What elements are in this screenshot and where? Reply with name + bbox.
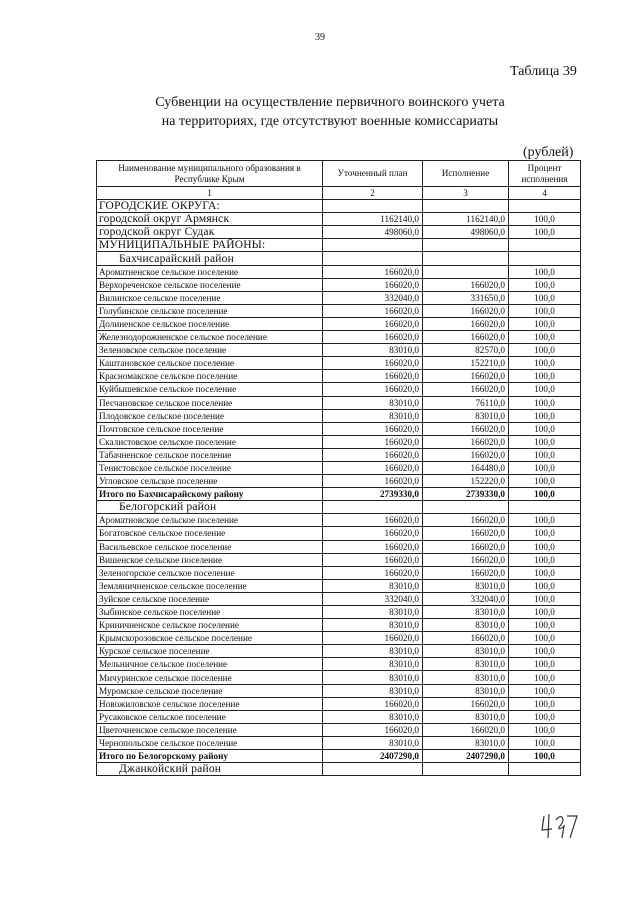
row-pct: 100,0 (509, 344, 581, 357)
col-number: 3 (423, 187, 509, 200)
row-plan: 166020,0 (323, 723, 423, 736)
row-name: Ароматновское сельское поселение (97, 514, 323, 527)
row-exec: 166020,0 (423, 370, 509, 383)
title-line-2: на территориях, где отсутствуют военные комиссариаты (161, 114, 499, 129)
header-exec: Исполнение (423, 161, 509, 187)
table-row (97, 278, 581, 291)
row-pct: 100,0 (509, 331, 581, 344)
row-exec: 332040,0 (423, 592, 509, 605)
row-plan: 498060,0 (323, 226, 423, 239)
row-plan: 166020,0 (323, 304, 423, 317)
header-row (97, 161, 581, 187)
row-name: Васильевское сельское поселение (97, 540, 323, 553)
row-name: Зыбинское сельское поселение (97, 606, 323, 619)
row-exec: 166020,0 (423, 317, 509, 330)
table-row (97, 357, 581, 370)
row-plan: 166020,0 (323, 278, 423, 291)
row-pct: 100,0 (509, 527, 581, 540)
header-name: Наименование муниципального образования в Республике Крым (97, 161, 323, 187)
row-pct: 100,0 (509, 566, 581, 579)
row-name: Угловское сельское поселение (97, 475, 323, 488)
row-name: Плодовское сельское поселение (97, 409, 323, 422)
plan-cell (323, 763, 423, 776)
row-pct: 100,0 (509, 409, 581, 422)
row-plan: 83010,0 (323, 710, 423, 723)
row-exec: 83010,0 (423, 658, 509, 671)
row-pct: 100,0 (509, 357, 581, 370)
table-row (97, 331, 581, 344)
row-pct: 100,0 (509, 697, 581, 710)
table-label: Таблица 39 (510, 64, 577, 79)
row-plan: 166020,0 (323, 461, 423, 474)
row-pct: 100,0 (509, 383, 581, 396)
row-name: Мельничное сельское поселение (97, 658, 323, 671)
table-row (97, 265, 581, 278)
page-number: 39 (315, 32, 325, 43)
row-plan: 83010,0 (323, 736, 423, 749)
header-pct: Процент исполнения (509, 161, 581, 187)
row-plan: 166020,0 (323, 448, 423, 461)
col-number: 2 (323, 187, 423, 200)
row-exec: 2407290,0 (423, 750, 509, 763)
table-row (97, 370, 581, 383)
row-name: Песчановское сельское поселение (97, 396, 323, 409)
table-row (97, 475, 581, 488)
row-exec: 152220,0 (423, 475, 509, 488)
table-row (97, 422, 581, 435)
row-name: Зеленогорское сельское поселение (97, 566, 323, 579)
row-plan: 83010,0 (323, 645, 423, 658)
col-number: 1 (97, 187, 323, 200)
row-plan: 332040,0 (323, 291, 423, 304)
section-row (97, 239, 581, 252)
pct-cell (509, 252, 581, 265)
pct-cell (509, 763, 581, 776)
row-pct: 100,0 (509, 448, 581, 461)
district-row (97, 763, 581, 776)
row-plan: 166020,0 (323, 540, 423, 553)
total-row (97, 488, 581, 501)
row-name: Мичуринское сельское поселение (97, 671, 323, 684)
district-label: Бахчисарайский район (97, 252, 323, 265)
row-name: Богатовское сельское поселение (97, 527, 323, 540)
row-plan: 166020,0 (323, 265, 423, 278)
row-name: Красномакское сельское поселение (97, 370, 323, 383)
row-plan: 166020,0 (323, 357, 423, 370)
row-exec: 166020,0 (423, 331, 509, 344)
table-row (97, 435, 581, 448)
row-pct: 100,0 (509, 213, 581, 226)
row-plan: 166020,0 (323, 527, 423, 540)
row-name: Зеленовское сельское поселение (97, 344, 323, 357)
table-row (97, 553, 581, 566)
table-row (97, 383, 581, 396)
units-label: (рублей) (523, 145, 574, 160)
row-exec: 83010,0 (423, 710, 509, 723)
row-exec: 76110,0 (423, 396, 509, 409)
row-exec: 166020,0 (423, 632, 509, 645)
plan-cell (323, 252, 423, 265)
row-name: Муромское сельское поселение (97, 684, 323, 697)
row-exec: 166020,0 (423, 723, 509, 736)
row-plan: 166020,0 (323, 514, 423, 527)
table-row (97, 645, 581, 658)
row-exec: 83010,0 (423, 645, 509, 658)
table-row (97, 213, 581, 226)
row-plan: 332040,0 (323, 592, 423, 605)
table-row (97, 317, 581, 330)
row-exec: 82570,0 (423, 344, 509, 357)
table-row (97, 344, 581, 357)
row-plan: 83010,0 (323, 606, 423, 619)
row-name: Скалистовское сельское поселение (97, 435, 323, 448)
row-name: Долиненское сельское поселение (97, 317, 323, 330)
row-pct: 100,0 (509, 226, 581, 239)
row-plan: 83010,0 (323, 671, 423, 684)
row-pct: 100,0 (509, 435, 581, 448)
row-exec: 166020,0 (423, 527, 509, 540)
row-exec: 166020,0 (423, 422, 509, 435)
row-exec: 166020,0 (423, 278, 509, 291)
row-pct: 100,0 (509, 265, 581, 278)
row-exec: 166020,0 (423, 383, 509, 396)
col-number: 4 (509, 187, 581, 200)
row-name: Русаковское сельское поселение (97, 710, 323, 723)
table-row (97, 736, 581, 749)
row-name: Голубинское сельское поселение (97, 304, 323, 317)
exec-cell (423, 763, 509, 776)
table-row (97, 448, 581, 461)
row-name: Тенистовское сельское поселение (97, 461, 323, 474)
plan-cell (323, 200, 423, 213)
district-row (97, 252, 581, 265)
row-pct: 100,0 (509, 632, 581, 645)
row-plan: 2739330,0 (323, 488, 423, 501)
row-pct: 100,0 (509, 396, 581, 409)
pct-cell (509, 200, 581, 213)
row-name: Почтовское сельское поселение (97, 422, 323, 435)
table-row (97, 684, 581, 697)
pct-cell (509, 501, 581, 514)
row-pct: 100,0 (509, 658, 581, 671)
table-body (97, 161, 581, 776)
row-plan: 166020,0 (323, 422, 423, 435)
row-pct: 100,0 (509, 723, 581, 736)
section-label: ГОРОДСКИЕ ОКРУГА: (97, 200, 323, 213)
row-exec: 166020,0 (423, 448, 509, 461)
row-exec: 166020,0 (423, 435, 509, 448)
row-plan: 2407290,0 (323, 750, 423, 763)
row-plan: 166020,0 (323, 317, 423, 330)
plan-cell (323, 501, 423, 514)
row-pct: 100,0 (509, 488, 581, 501)
exec-cell (423, 200, 509, 213)
row-exec: 166020,0 (423, 540, 509, 553)
row-pct: 100,0 (509, 579, 581, 592)
column-numbers-row (97, 187, 581, 200)
row-plan: 166020,0 (323, 475, 423, 488)
pct-cell (509, 239, 581, 252)
row-plan: 83010,0 (323, 579, 423, 592)
row-name: Куйбышевское сельское поселение (97, 383, 323, 396)
table-row (97, 710, 581, 723)
row-pct: 100,0 (509, 750, 581, 763)
handwritten-signature (540, 808, 580, 842)
plan-cell (323, 239, 423, 252)
row-name: Чернопольское сельское поселение (97, 736, 323, 749)
row-pct: 100,0 (509, 553, 581, 566)
row-exec: 166020,0 (423, 697, 509, 710)
row-exec: 1162140,0 (423, 213, 509, 226)
row-plan: 83010,0 (323, 344, 423, 357)
row-exec: 166020,0 (423, 304, 509, 317)
row-plan: 166020,0 (323, 370, 423, 383)
row-pct: 100,0 (509, 317, 581, 330)
district-row (97, 501, 581, 514)
row-pct: 100,0 (509, 540, 581, 553)
table-row (97, 671, 581, 684)
page-title (100, 93, 560, 131)
row-exec: 83010,0 (423, 606, 509, 619)
section-row (97, 200, 581, 213)
header-plan: Уточненный план (323, 161, 423, 187)
table-row (97, 461, 581, 474)
row-exec: 152210,0 (423, 357, 509, 370)
exec-cell (423, 239, 509, 252)
table-row (97, 396, 581, 409)
table-row (97, 566, 581, 579)
table-row (97, 723, 581, 736)
row-name: Итого по Белогорскому району (97, 750, 323, 763)
table-row (97, 304, 581, 317)
row-exec: 2739330,0 (423, 488, 509, 501)
row-plan: 83010,0 (323, 619, 423, 632)
table-row (97, 658, 581, 671)
table-row (97, 619, 581, 632)
row-pct: 100,0 (509, 475, 581, 488)
row-pct: 100,0 (509, 684, 581, 697)
row-exec: 166020,0 (423, 566, 509, 579)
row-name: Земляничненское сельское поселение (97, 579, 323, 592)
row-plan: 166020,0 (323, 331, 423, 344)
row-pct: 100,0 (509, 304, 581, 317)
table-row (97, 514, 581, 527)
row-pct: 100,0 (509, 606, 581, 619)
table-row (97, 540, 581, 553)
row-exec: 83010,0 (423, 671, 509, 684)
subventions-table (96, 160, 581, 776)
section-label: МУНИЦИПАЛЬНЫЕ РАЙОНЫ: (97, 239, 323, 252)
table-row (97, 592, 581, 605)
row-exec: 83010,0 (423, 619, 509, 632)
table-row (97, 606, 581, 619)
table-row (97, 409, 581, 422)
row-name: Верхореченское сельское поселение (97, 278, 323, 291)
row-name: Каштановское сельское поселение (97, 357, 323, 370)
row-exec: 498060,0 (423, 226, 509, 239)
row-name: Итого по Бахчисарайскому району (97, 488, 323, 501)
row-pct: 100,0 (509, 422, 581, 435)
row-name: Цветочненское сельское поселение (97, 723, 323, 736)
row-pct: 100,0 (509, 619, 581, 632)
row-name: Новожиловское сельское поселение (97, 697, 323, 710)
exec-cell (423, 252, 509, 265)
row-pct: 100,0 (509, 592, 581, 605)
row-name: Железнодорожненское сельское поселение (97, 331, 323, 344)
row-pct: 100,0 (509, 461, 581, 474)
row-plan: 83010,0 (323, 396, 423, 409)
row-name: городской округ Судак (97, 226, 323, 239)
row-exec: 83010,0 (423, 684, 509, 697)
table-row (97, 527, 581, 540)
row-name: Курское сельское поселение (97, 645, 323, 658)
table-row (97, 632, 581, 645)
row-pct: 100,0 (509, 278, 581, 291)
row-pct: 100,0 (509, 710, 581, 723)
row-exec: 166020,0 (423, 553, 509, 566)
total-row (97, 750, 581, 763)
row-pct: 100,0 (509, 671, 581, 684)
row-exec: 83010,0 (423, 579, 509, 592)
row-name: Табачненское сельское поселение (97, 448, 323, 461)
row-pct: 100,0 (509, 370, 581, 383)
table-row (97, 291, 581, 304)
row-plan: 166020,0 (323, 435, 423, 448)
row-exec: 164480,0 (423, 461, 509, 474)
table-row (97, 697, 581, 710)
row-exec: 83010,0 (423, 736, 509, 749)
row-plan: 166020,0 (323, 697, 423, 710)
row-exec (423, 265, 509, 278)
exec-cell (423, 501, 509, 514)
row-pct: 100,0 (509, 736, 581, 749)
row-name: Ароматненское сельское поселение (97, 265, 323, 278)
row-exec: 331650,0 (423, 291, 509, 304)
row-name: Криничненское сельское поселение (97, 619, 323, 632)
row-pct: 100,0 (509, 645, 581, 658)
row-name: Вилинское сельское поселение (97, 291, 323, 304)
row-name: Вишенское сельское поселение (97, 553, 323, 566)
row-name: Крымскорозовское сельское поселение (97, 632, 323, 645)
row-plan: 166020,0 (323, 632, 423, 645)
row-plan: 83010,0 (323, 684, 423, 697)
table-row (97, 226, 581, 239)
row-plan: 1162140,0 (323, 213, 423, 226)
row-plan: 166020,0 (323, 553, 423, 566)
row-exec: 166020,0 (423, 514, 509, 527)
row-exec: 83010,0 (423, 409, 509, 422)
title-line-1: Субвенции на осуществление первичного воинского учета (155, 95, 505, 110)
row-name: городской округ Армянск (97, 213, 323, 226)
row-pct: 100,0 (509, 291, 581, 304)
row-plan: 166020,0 (323, 383, 423, 396)
row-plan: 83010,0 (323, 409, 423, 422)
row-pct: 100,0 (509, 514, 581, 527)
district-label: Джанкойский район (97, 763, 323, 776)
district-label: Белогорский район (97, 501, 323, 514)
table-row (97, 579, 581, 592)
row-plan: 166020,0 (323, 566, 423, 579)
row-plan: 83010,0 (323, 658, 423, 671)
row-name: Зуйское сельское поселение (97, 592, 323, 605)
